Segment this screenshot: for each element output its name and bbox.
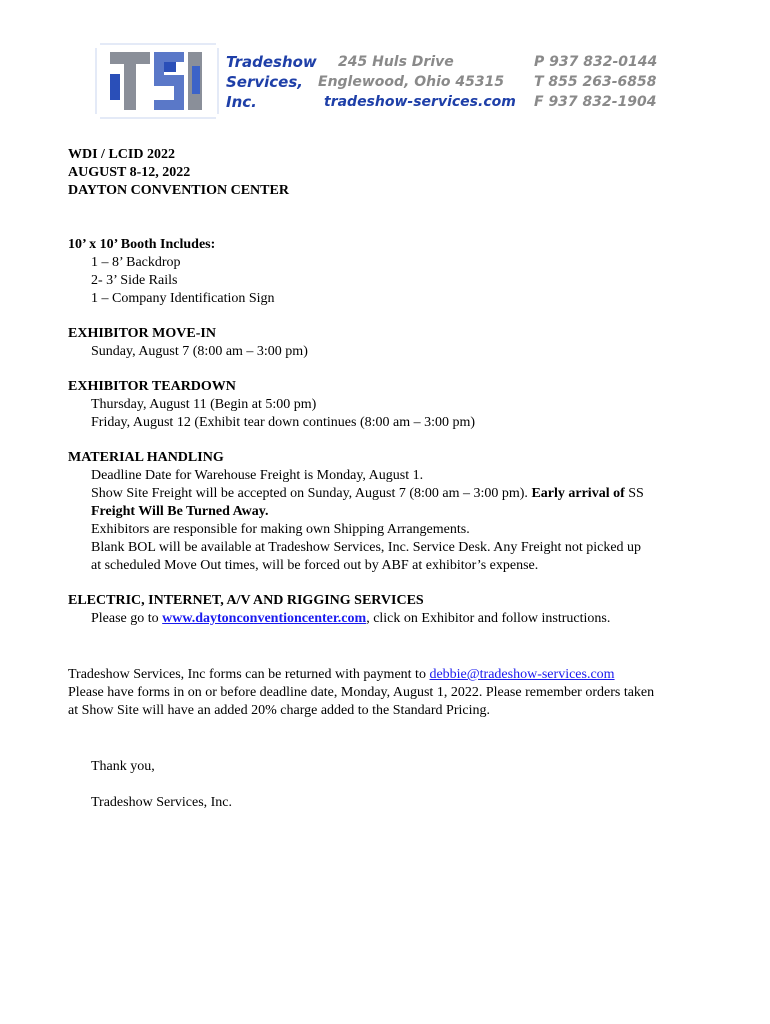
booth-item: 1 – Company Identification Sign	[91, 291, 275, 306]
website-text: tradeshow-services.com	[324, 94, 516, 110]
bol-note: at scheduled Move Out times, will be forced out by ABF at exhibitor’s expense.	[91, 558, 539, 573]
company-name	[226, 52, 317, 112]
closing-signature: Tradeshow Services, Inc.	[91, 795, 233, 810]
forms-deadline-line: Please have forms in on or before deadline date, Monday, August 1, 2022. Please remember orders taken	[68, 685, 655, 700]
show-site-text: Show Site Freight will be accepted on Sunday, August 7 (8:00 am – 3:00 pm).	[91, 486, 532, 501]
services-instructions	[68, 610, 708, 628]
freight-turned-away: Freight Will Be Turned Away.	[91, 504, 269, 519]
fax-number: F 937 832-1904	[534, 94, 657, 110]
forms-section	[68, 666, 708, 720]
city-state-zip: Englewood, Ohio 45315	[318, 74, 505, 90]
phone-number: P 937 832-0144	[534, 54, 658, 70]
convention-center-link[interactable]: www.daytonconventioncenter.com	[162, 611, 367, 626]
event-dates: AUGUST 8-12, 2022	[68, 165, 191, 180]
email-link[interactable]: debbie@tradeshow-services.com	[429, 667, 615, 682]
forms-return-line	[68, 666, 708, 684]
early-arrival-text: Early arrival of	[531, 486, 625, 501]
shipping-note: Exhibitors are responsible for making own Shipping Arrangements.	[91, 522, 470, 537]
show-site-freight	[68, 485, 708, 503]
street-address: 245 Huls Drive	[338, 54, 454, 70]
company-name-line: Inc.	[226, 93, 257, 111]
teardown-time: Thursday, August 11 (Begin at 5:00 pm)	[91, 397, 317, 412]
early-arrival-rest: SS	[624, 486, 644, 501]
teardown-time: Friday, August 12 (Exhibit tear down continues (8:00 am – 3:00 pm)	[91, 415, 476, 430]
phone-block	[534, 52, 657, 112]
booth-item: 2- 3’ Side Rails	[91, 273, 178, 288]
event-name: WDI / LCID 2022	[68, 147, 175, 162]
move-in-time: Sunday, August 7 (8:00 am – 3:00 pm)	[91, 344, 308, 359]
booth-item: 1 – 8’ Backdrop	[91, 255, 181, 270]
booth-heading: 10’ x 10’ Booth Includes:	[68, 237, 216, 252]
company-name-line: Tradeshow	[226, 53, 317, 71]
services-section	[68, 592, 708, 628]
company-name-line: Services,	[226, 73, 303, 91]
teardown-section	[68, 378, 708, 432]
move-in-heading: EXHIBITOR MOVE-IN	[68, 326, 216, 341]
warehouse-deadline: Deadline Date for Warehouse Freight is Monday, August 1.	[91, 468, 424, 483]
document-body	[68, 146, 708, 812]
bol-note: Blank BOL will be available at Tradeshow Services, Inc. Service Desk. Any Freight not picked up	[91, 540, 642, 555]
move-in-section	[68, 325, 708, 361]
show-site-charge-line: at Show Site will have an added 20% charge added to the Standard Pricing.	[68, 703, 490, 718]
material-heading: MATERIAL HANDLING	[68, 450, 224, 465]
material-handling-section	[68, 449, 708, 575]
forms-prefix: Tradeshow Services, Inc forms can be returned with payment to	[68, 667, 430, 682]
letterhead	[92, 38, 672, 128]
address-block	[318, 52, 516, 112]
closing-thanks: Thank you,	[91, 759, 155, 774]
tsi-logo	[92, 38, 222, 124]
booth-section	[68, 236, 708, 308]
services-prefix: Please go to	[91, 611, 163, 626]
toll-free-number: T 855 263-6858	[534, 74, 657, 90]
services-suffix: , click on Exhibitor and follow instructions.	[366, 611, 611, 626]
event-header	[68, 146, 708, 200]
teardown-heading: EXHIBITOR TEARDOWN	[68, 379, 236, 394]
event-venue: DAYTON CONVENTION CENTER	[68, 183, 289, 198]
services-heading: ELECTRIC, INTERNET, A/V AND RIGGING SERVICES	[68, 593, 424, 608]
